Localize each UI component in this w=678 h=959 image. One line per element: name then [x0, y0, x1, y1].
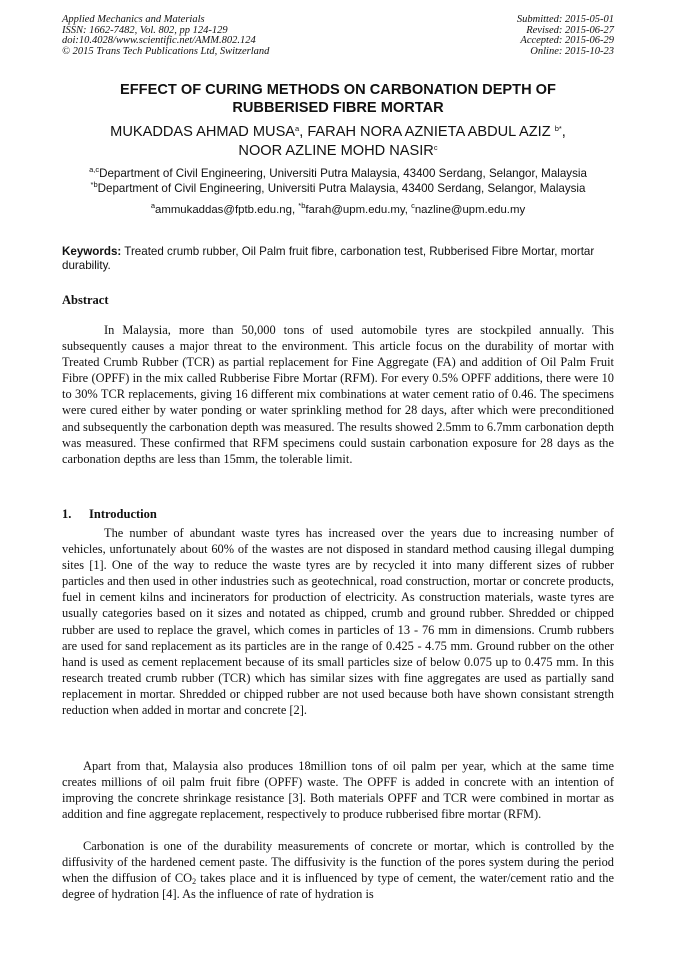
intro-paragraph-1: The number of abundant waste tyres has increased over the years due to increasing number of vehicles, unfortunately about 60% of the wastes are not disposed in standard method causing illegal dumping sites [1]. One of the way to reduce the waste tyres are by recycled it into many different sizes of rubber particles and then used in other industries such as geotechnical, road construction, mortar or concrete products, fuel in cement kilns and incinerators for production of electricity. As construction materials, waste tyres are usually categories based on it sizes and notated as chipped, crumb and ground rubber. Shredded or chipped rubber are used to replace the gravel, which comes in particles of 13 - 76 mm in dimensions. Crumb rubbers are used for sand replacement as its particles are in the range of 0.425 - 4.75 mm. Ground rubber on the other hand is used as cement replacement because of its small particles size of below 0.075 up to 0.475 mm. In this research treated crumb rubber (TCR) which has similar sizes with fine aggregates are used as partially sand replacement in mortar. Shredded or chipped rubber are not used because both have shown consistant strength reduction when added in mortar and concrete [2]. [62, 526, 614, 718]
author-separator: , [299, 124, 308, 140]
email-mark: *b [298, 201, 306, 210]
affiliation [62, 167, 614, 182]
intro-paragraph-3 [62, 838, 614, 902]
email-address[interactable]: nazline@upm.edu.my [414, 204, 526, 216]
abstract-paragraph: In Malaysia, more than 50,000 tons of used automobile tyres are stockpiled annually. This subsequently causes a major threat to the environment. This article focus on the durability of mortar with Treated Crumb Rubber (TCR) as partial replacement for Fine Aggregate (FA) and addition of Oil Palm Fruit Fibre (OPFF) in the mix called Rubberise Fibre Mortar (RFM). For every 0.5% OPFF additions, there were 10 to 30% TCR replacements, giving 16 different mix combinations at water cement ratio of 0.46. The specimens were cured either by water ponding or water sprinkling method for 28 days, after which were preconditioned and subsequently the carbonation depth was measured. The results showed 2.5mm to 6.7mm carbonation depth was measured. These confirmed that RFM specimens could sustain carbonation exposure for 28 days as the carbonation depths are less than 15mm, the tolerable limit. [62, 323, 614, 466]
keywords-text: Treated crumb rubber, Oil Palm fruit fibre, carbonation test, Rubberised Fibre Mortar, mortar durability. [62, 245, 595, 272]
journal-issn: ISSN: 1662-7482, Vol. 802, pp 124-129 [62, 24, 228, 36]
journal-doi[interactable]: doi:10.4028/www.scientific.net/AMM.802.124 [62, 35, 256, 47]
affiliation-list [62, 167, 614, 196]
title-line-2: RUBBERISED FIBRE MORTAR [232, 100, 444, 116]
author-name: MUKADDAS AHMAD MUSA [110, 124, 296, 140]
submission-dates [517, 15, 614, 57]
email-address[interactable]: farah@upm.edu.my, [305, 204, 412, 216]
email-list [62, 203, 614, 217]
introduction-heading [62, 507, 157, 522]
email-mark: a [150, 201, 155, 210]
section-title: Introduction [89, 507, 157, 521]
paragraph-text: Carbonation is one of the durability measurements of concrete or mortar, which is controlled by the diffusivity of the hardened cement paste. The diffusivity is the function of the pores system during the period when the diffusion of CO [62, 839, 614, 886]
online-date: Online: 2015-10-23 [530, 45, 614, 57]
email-address[interactable]: ammukaddas@fptb.edu.ng, [155, 204, 299, 216]
section-number: 1. [62, 507, 72, 521]
author-line-1 [62, 123, 614, 142]
affiliation-text: Department of Civil Engineering, Universiti Putra Malaysia, 43400 Serdang, Selangor, Malaysia [99, 167, 587, 180]
author-affil-mark: a [295, 124, 300, 133]
paper-title [62, 81, 614, 117]
author-affil-mark: c [433, 143, 438, 152]
journal-info [62, 15, 269, 57]
submitted-date: Submitted: 2015-05-01 [516, 14, 614, 25]
journal-copyright: © 2015 Trans Tech Publications Ltd, Switzerland [62, 45, 270, 57]
author-name: FARAH NORA AZNIETA ABDUL AZIZ [307, 124, 551, 140]
revised-date: Revised: 2015-06-27 [526, 24, 614, 36]
accepted-date: Accepted: 2015-06-29 [520, 35, 614, 47]
intro-paragraph-2: Apart from that, Malaysia also produces 18million tons of oil palm per year, which at the same time creates millions of oil palm fruit fibre (OPFF) waste. The OPFF is added in concrete with an intention of improving the concrete shrinkage resistance [3]. Both materials OPFF and TCR were combined in mortar as addition and fine aggregate replacement, respectively to produce rubberised fibre mortar (RFM). [62, 759, 614, 822]
email-mark: c [411, 201, 415, 210]
affiliation-mark: *b [90, 179, 98, 189]
affiliation-mark: a,c [89, 165, 100, 174]
title-line-1: EFFECT OF CURING METHODS ON CARBONATION DEPTH OF [120, 82, 556, 98]
keywords-label: Keywords: [62, 245, 122, 258]
co2-subscript: 2 [192, 877, 197, 887]
author-line-2 [62, 142, 614, 161]
affiliation [62, 179, 614, 197]
author-affil-mark: b* [554, 124, 562, 133]
paragraph-text: takes place and it is influenced by type of cement, the water/cement ratio and the degree of hydration [4]. As the influence of rate of hydration is [62, 871, 614, 902]
author-list [62, 123, 614, 161]
keywords [62, 245, 614, 273]
journal-name: Applied Mechanics and Materials [62, 14, 205, 25]
author-name: NOOR AZLINE MOHD NASIR [238, 143, 434, 159]
abstract-heading: Abstract [62, 293, 109, 307]
affiliation-text: Department of Civil Engineering, Universiti Putra Malaysia, 43400 Serdang, Selangor, Malaysia [97, 181, 586, 195]
author-separator: , [561, 124, 566, 140]
